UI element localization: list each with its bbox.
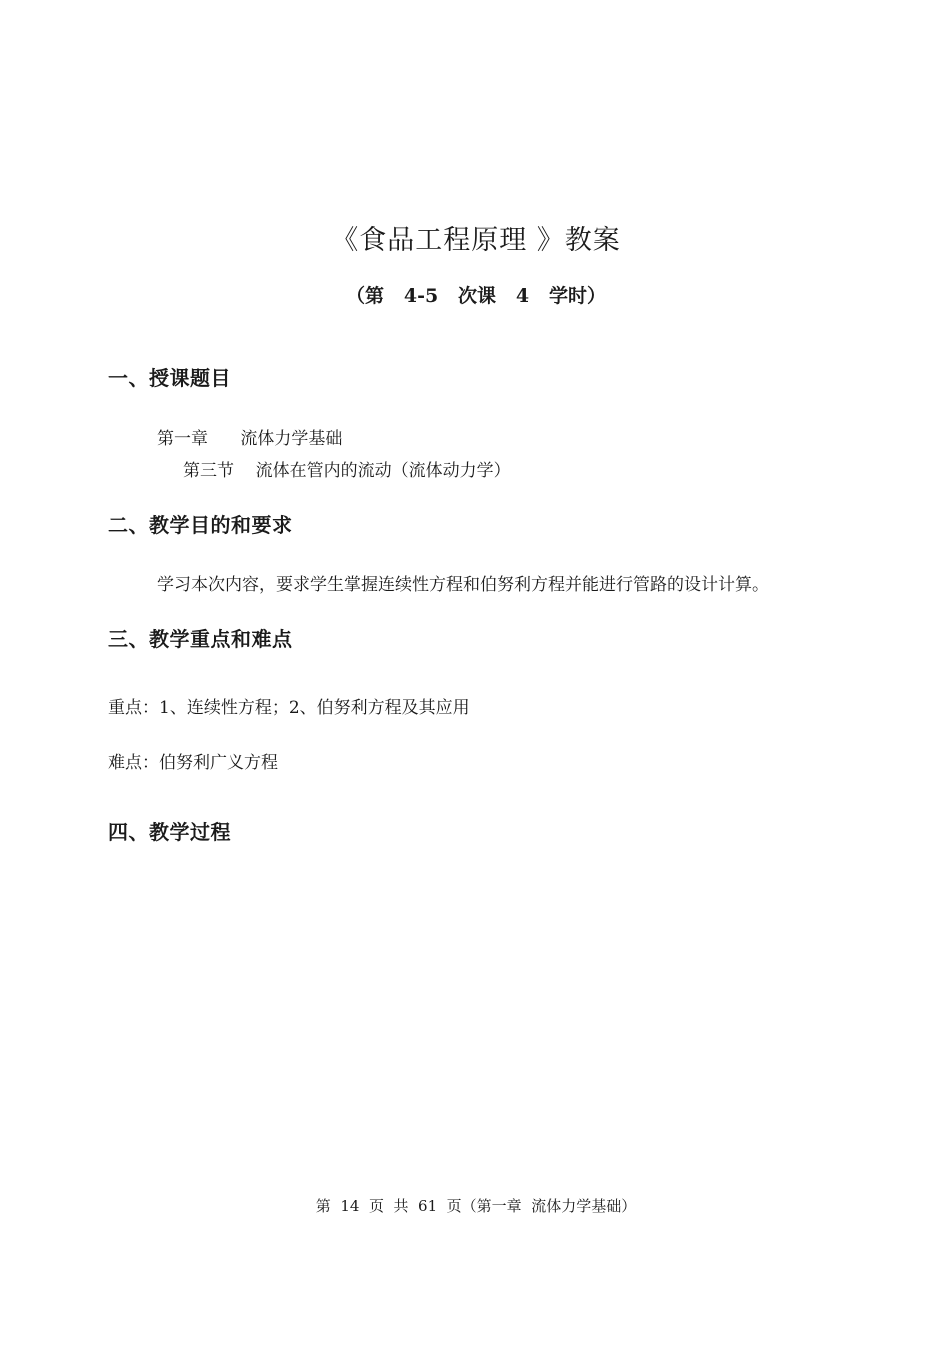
key-points-text: 重点：1、连续性方程；2、伯努利方程及其应用 [108, 698, 470, 718]
difficulty-text: 难点：伯努利广义方程 [108, 753, 278, 773]
section-heading-keypoints: 三、教学重点和难点 [108, 627, 293, 651]
page-footer: 第 14 页 共 61 页（第一章 流体力学基础） [315, 1197, 637, 1215]
lesson-info: （第 4-5 次课 4 学时） [346, 285, 606, 307]
section-title: 第三节 流体在管内的流动（流体动力学） [183, 461, 511, 481]
chapter-title: 第一章 流体力学基础 [157, 429, 343, 449]
section-heading-topic: 一、授课题目 [108, 366, 231, 390]
document-title: 《食品工程原理 》教案 [331, 225, 621, 256]
section-heading-process: 四、教学过程 [108, 820, 231, 844]
objectives-text: 学习本次内容，要求学生掌握连续性方程和伯努利方程并能进行管路的设计计算。 [157, 575, 769, 595]
section-heading-objectives: 二、教学目的和要求 [108, 513, 293, 537]
